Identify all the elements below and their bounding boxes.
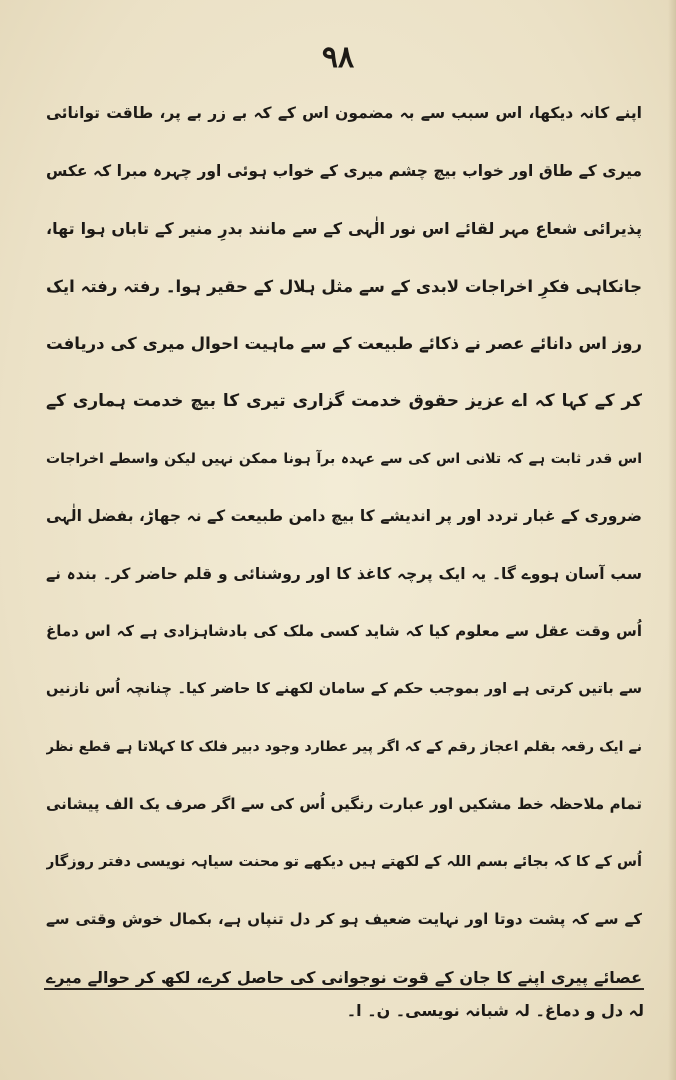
page-number: ۹۸ bbox=[321, 40, 355, 75]
footnote: لہ دل و دماغ۔ لہ شبانہ نویسی۔ ن۔ ا۔ bbox=[346, 1001, 644, 1020]
text-line: اپنے کانہ دیکھا، اس سبب سے بہ مضمون اس کے کہ بے زر بے پر، طاقت توانائی bbox=[46, 104, 642, 122]
text-line: اُس وقت عقل سے معلوم کیا کہ شاید کسی ملک کی بادشاہزادی ہے کہ اس دماغ bbox=[46, 622, 642, 641]
text-line: جانکاہی فکرِ اخراجات لابدی کے سے مثل ہلال کے حقیر ہوا۔ رفتہ رفتہ ایک bbox=[46, 276, 642, 296]
text-line: سب آسان ہووے گا۔ یہ ایک پرچہ کاغذ کا اور روشنائی و قلم حاضر کر۔ بندہ نے bbox=[46, 564, 642, 583]
text-line: اُس کے کا کہ بجائے بسم اللہ کے لکھتے ہیں دیکھے تو محنت سیاہہ نویسی دفتر روزگار bbox=[46, 853, 642, 870]
text-line: کر کے کہا کہ اے عزیز حقوق خدمت گزاری تیری کا بیچ خدمت ہماری کے bbox=[46, 390, 642, 411]
text-line: کے سے کہ پشت دوتا اور نہایت ضعیف ہو کر دل تنپاں ہے، بکمال خوش وقتی سے bbox=[46, 910, 642, 929]
text-line: نے ایک رقعہ بقلم اعجاز رقم کے کہ اگر پیر عطارد وجود دبیر فلک کا کہلاتا ہے قطع نظر bbox=[46, 738, 642, 755]
text-line: عصائے پیری اپنے کا جان کے قوت نوجوانی کی حاصل کرے، لکھ کر حوالے میرے bbox=[46, 967, 642, 987]
text-line: میری کے طاق اور خواب بیچ چشم میری کے خواب ہوئی اور چہرہ مبرا کہ عکس bbox=[46, 161, 642, 180]
text-line: اس قدر ثابت ہے کہ تلانی اس کی سے عہدہ برآ ہونا ممکن نہیں لیکن واسطے اخراجات bbox=[46, 450, 642, 467]
text-line: روز اس دانائے عصر نے ذکائے طبیعت کے سے ماہیت احوال میری کی دریافت bbox=[46, 334, 642, 354]
text-line: تمام ملاحظہ خط مشکیں اور عبارت رنگیں اُس کی سے اگر صرف یک الف پیشانی bbox=[46, 795, 642, 814]
text-line: پذیرائی شعاع مہر لقائے اس نور الٰہی کے سے مانند بدرِ منیر کے تاباں ہوا تھا، bbox=[46, 219, 642, 239]
page-edge-shadow bbox=[668, 0, 676, 1080]
body-text bbox=[46, 85, 642, 1007]
footnote-divider bbox=[44, 988, 644, 990]
text-line: سے باتیں کرتی ہے اور بموجب حکم کے سامان لکھنے کا حاضر کیا۔ چنانچہ اُس نازنیں bbox=[46, 680, 642, 697]
text-line: ضروری کے غبار تردد اور پر اندیشے کا بیچ دامن طبیعت کے نہ جھاڑ، بفضل الٰہی bbox=[46, 507, 642, 526]
